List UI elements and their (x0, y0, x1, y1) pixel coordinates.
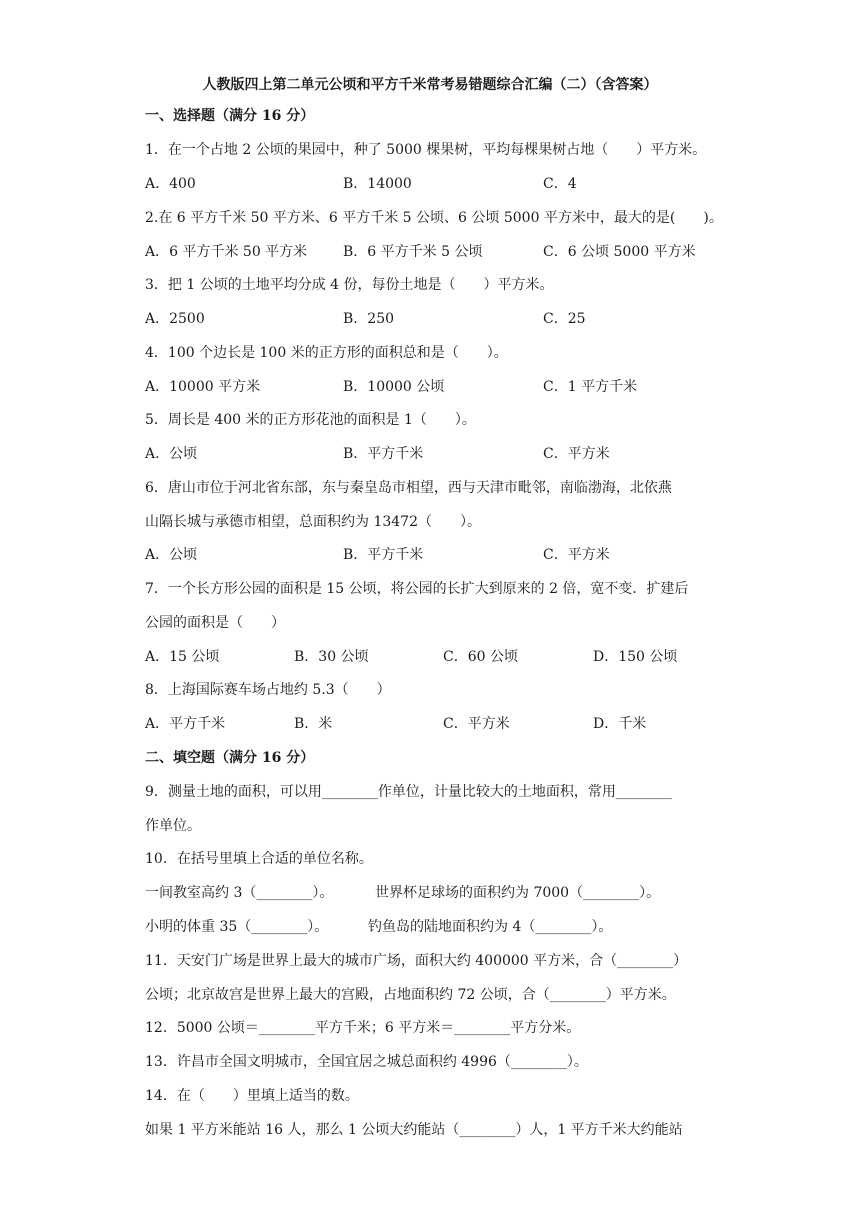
fill-item: 一间教室高约 3（________）。 (145, 885, 334, 901)
option-d[interactable]: D．150 公顷 (593, 649, 678, 665)
option-c[interactable]: C．平方米 (443, 716, 510, 732)
question-6-line-1: 6．唐山市位于河北省东部，东与秦皇岛市相望，西与天津市毗邻，南临渤海，北依燕 (145, 480, 672, 496)
question-2: 2.在 6 平方千米 50 平方米、6 平方千米 5 公顷、6 公顷 5000 平方米中，最大的是( )。 (145, 210, 723, 226)
question-11-line-2: 公顷；北京故宫是世界上最大的宫殿，占地面积约 72 公顷，合（________）平方米。 (145, 987, 676, 1003)
section-choice-heading: 一、选择题（满分 16 分） (145, 108, 315, 124)
option-a[interactable]: A．平方千米 (145, 716, 226, 732)
question-1: 1．在一个占地 2 公顷的果园中，种了 5000 棵果树，平均每棵果树占地（ ）平方米。 (145, 142, 707, 158)
question-3: 3．把 1 公顷的土地平均分成 4 份，每份土地是（ ）平方米。 (145, 277, 554, 293)
page-title: 人教版四上第二单元公顷和平方千米常考易错题综合汇编（二）（含答案） (202, 77, 658, 93)
option-c[interactable]: C．25 (543, 311, 586, 327)
question-12: 12．5000 公顷＝________平方千米；6 平方米＝________平方分米。 (145, 1020, 581, 1036)
fill-item: 世界杯足球场的面积约为 7000（________）。 (375, 885, 661, 901)
option-a[interactable]: A．15 公顷 (145, 649, 220, 665)
question-6-line-2: 山隔长城与承德市相望，总面积约为 13472（ ）。 (145, 514, 481, 530)
option-c[interactable]: C．60 公顷 (443, 649, 518, 665)
option-a[interactable]: A．2500 (145, 311, 205, 327)
question-4: 4．100 个边长是 100 米的正方形的面积总和是（ ）。 (145, 345, 508, 361)
option-b[interactable]: B．6 平方千米 5 公顷 (343, 244, 483, 260)
question-9-line-2: 作单位。 (145, 818, 201, 834)
option-a[interactable]: A．400 (145, 176, 196, 192)
question-7-line-2: 公园的面积是（ ） (145, 615, 285, 631)
option-b[interactable]: B．14000 (343, 176, 412, 192)
question-14-line-2: 如果 1 平方米能站 16 人，那么 1 公顷大约能站（________）人，1 平方千米大约能站 (145, 1122, 683, 1138)
option-c[interactable]: C．平方米 (543, 547, 610, 563)
option-a[interactable]: A．10000 平方米 (145, 379, 261, 395)
option-a[interactable]: A．公顷 (145, 547, 198, 563)
option-b[interactable]: B．10000 公顷 (343, 379, 445, 395)
option-a[interactable]: A．公顷 (145, 446, 198, 462)
option-c[interactable]: C．平方米 (543, 446, 610, 462)
option-a[interactable]: A．6 平方千米 50 平方米 (145, 244, 308, 260)
option-b[interactable]: B．平方千米 (343, 547, 424, 563)
question-13: 13．许昌市全国文明城市，全国宜居之城总面积约 4996（________）。 (145, 1054, 588, 1070)
option-c[interactable]: C．4 (543, 176, 577, 192)
question-9-line-1: 9．测量土地的面积，可以用________作单位，计量比较大的土地面积，常用________ (145, 784, 672, 800)
option-c[interactable]: C．1 平方千米 (543, 379, 638, 395)
question-14: 14．在（ ）里填上适当的数。 (145, 1088, 359, 1104)
option-b[interactable]: B．250 (343, 311, 395, 327)
question-8: 8．上海国际赛车场占地约 5.3（ ） (145, 682, 391, 698)
option-b[interactable]: B．米 (294, 716, 333, 732)
section-fill-heading: 二、填空题（满分 16 分） (145, 750, 315, 766)
option-b[interactable]: B．平方千米 (343, 446, 424, 462)
option-d[interactable]: D．千米 (593, 716, 647, 732)
question-11-line-1: 11．天安门广场是世界上最大的城市广场，面积大约 400000 平方米，合（________） (145, 953, 688, 969)
question-5: 5．周长是 400 米的正方形花池的面积是 1（ ）。 (145, 412, 476, 428)
option-c[interactable]: C．6 公顷 5000 平方米 (543, 244, 696, 260)
question-10: 10．在括号里填上合适的单位名称。 (145, 851, 373, 867)
option-b[interactable]: B．30 公顷 (294, 649, 369, 665)
fill-item: 钓鱼岛的陆地面积约为 4（________）。 (368, 919, 613, 935)
fill-item: 小明的体重 35（________）。 (145, 919, 329, 935)
question-7-line-1: 7．一个长方形公园的面积是 15 公顷，将公园的长扩大到原来的 2 倍，宽不变．扩建后 (145, 581, 689, 597)
